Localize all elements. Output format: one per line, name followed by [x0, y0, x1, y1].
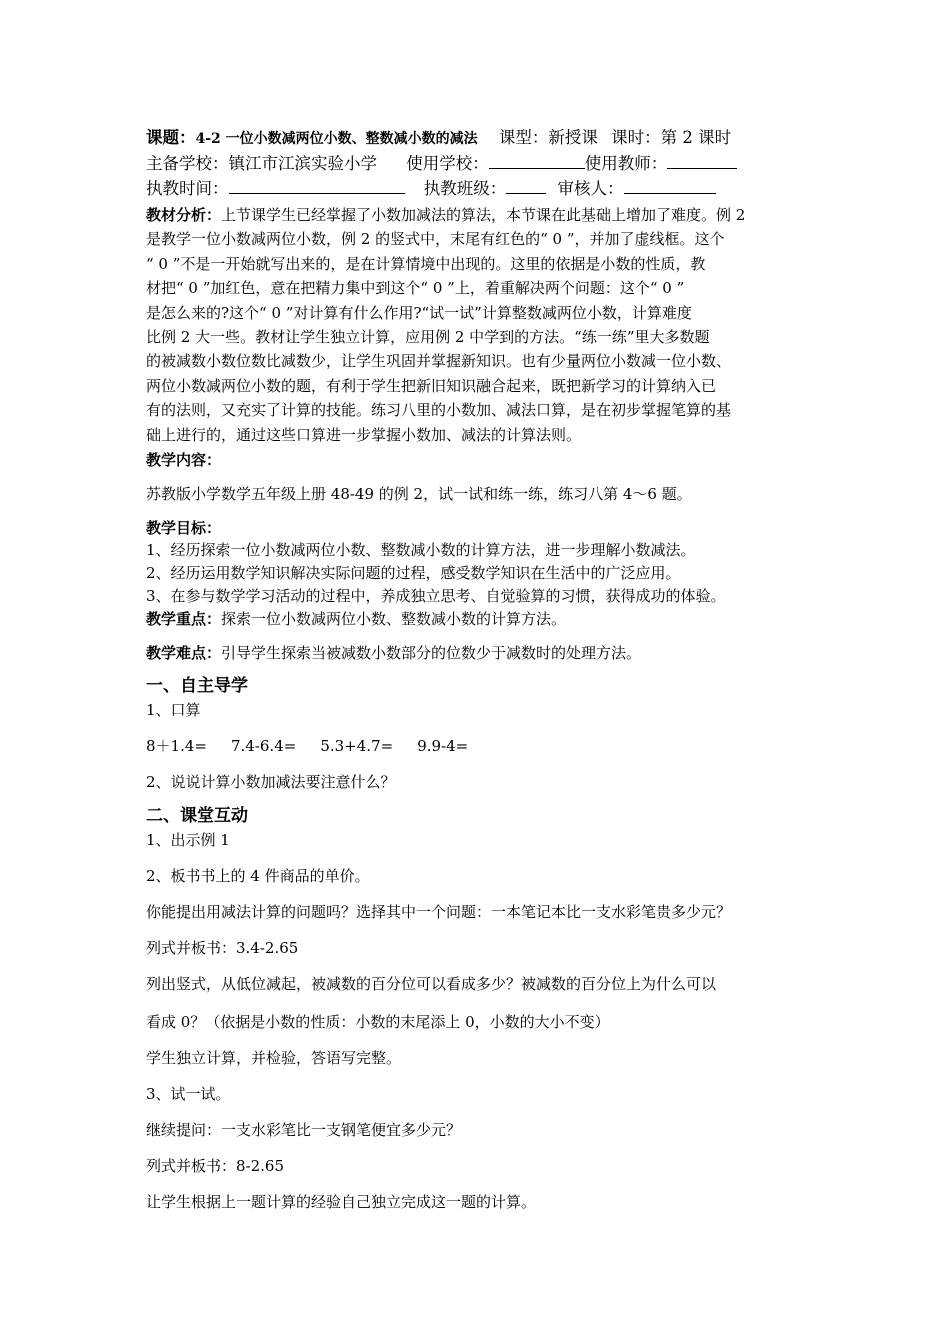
use-teacher-blank — [667, 151, 737, 169]
header-title-row — [146, 126, 810, 151]
section-title: 一、自主导学 — [146, 676, 248, 697]
section2-line: 2、板书书上的 4 件商品的单价。 — [146, 867, 370, 886]
analysis-line: 两位小数减两位小数的题，有利于学生把新旧知识融合起来，既把新学习的计算纳入已 — [146, 376, 717, 395]
content-text: 苏教版小学数学五年级上册 48-49 的例 2，试一试和练一练，练习八第 4～6 题。 — [146, 485, 692, 504]
use-teacher-label: 使用教师： — [584, 154, 668, 173]
key-point-text: 探索一位小数减两位小数、整数减小数的计算方法。 — [221, 610, 567, 629]
analysis-line: 础上进行的，通过这些口算进一步掌握小数加、减法的计算法则。 — [146, 425, 582, 444]
section2-line: 继续提问：一支水彩笔比一支钢笔便宜多少元？ — [146, 1121, 462, 1140]
exercise: 9.9-4= — [417, 737, 469, 756]
analysis-line: 有的法则，又充实了计算的技能。练习八里的小数加、减法口算，是在初步掌握笔算的基 — [146, 401, 732, 420]
section2-line: 1、出示例 1 — [146, 831, 230, 850]
header-time-row — [146, 176, 810, 201]
difficulty — [146, 642, 810, 664]
period-label: 课时： — [611, 128, 661, 147]
section2-line: 列出竖式，从低位减起，被减数的百分位可以看成多少？被减数的百分位上为什么可以 — [146, 975, 717, 994]
use-school-label: 使用学校： — [406, 154, 489, 173]
class-label: 执教班级： — [423, 179, 507, 198]
key-point — [146, 608, 810, 631]
analysis-label: 教材分析： — [146, 206, 222, 224]
analysis-line: 的被减数小数位数比减数少，让学生巩固并掌握新知识。也有少量两位小数减一位小数、 — [146, 352, 732, 371]
section-title: 二、课堂互动 — [146, 806, 248, 827]
time-label: 执教时间： — [146, 179, 229, 198]
type-label: 课型： — [498, 128, 549, 147]
section2-line: 学生独立计算，并检验，答语写完整。 — [146, 1049, 402, 1068]
title-label: 课题： — [146, 128, 196, 147]
exercise: 7.4-6.4= — [230, 737, 297, 756]
section1-item: 2、说说计算小数加减法要注意什么？ — [146, 773, 396, 792]
period-value: 第 2 课时 — [660, 128, 732, 147]
content-label: 教学内容： — [146, 451, 222, 470]
lesson-plan-document — [146, 126, 810, 1213]
class-blank — [506, 176, 546, 194]
analysis-line: “ 0 ”不是一开始就写出来的，是在计算情境中出现的。这里的依据是小数的性质，教 — [146, 254, 706, 273]
reviewer-label: 审核人： — [557, 179, 624, 198]
section2-line: 列式并板书：8-2.65 — [146, 1157, 285, 1176]
school-label: 主备学校： — [146, 154, 229, 173]
time-blank — [229, 176, 405, 194]
section2-line: 让学生根据上一题计算的经验自己独立完成这一题的计算。 — [146, 1193, 537, 1212]
goals-label: 教学目标： — [146, 519, 222, 538]
analysis-line: 材把“ 0 ”加红色，意在把精力集中到这个“ 0 ”上，着重解决两个问题：这个“ 0 ” — [146, 279, 685, 298]
mental-math-row — [146, 735, 810, 757]
analysis-line: 上节课学生已经掌握了小数加减法的算法，本节课在此基础上增加了难度。例 2 — [221, 206, 746, 224]
analysis-paragraph — [146, 203, 810, 447]
section1-item: 1、口算 — [146, 701, 201, 720]
section2-line: 看成 0？（依据是小数的性质：小数的末尾添上 0，小数的大小不变） — [146, 1013, 610, 1032]
goal-item: 3、在参与数学学习活动的过程中，养成独立思考、自觉验算的习惯，获得成功的体验。 — [146, 587, 726, 606]
section2-line: 列式并板书：3.4-2.65 — [146, 939, 299, 958]
section2-line: 你能提出用减法计算的问题吗？选择其中一个问题：一本笔记本比一支水彩笔贵多少元？ — [146, 903, 732, 922]
goal-item: 1、经历探索一位小数减两位小数、整数减小数的计算方法，进一步理解小数减法。 — [146, 541, 696, 560]
key-point-label: 教学重点： — [146, 610, 222, 629]
use-school-blank — [489, 151, 585, 169]
header-school-row — [146, 151, 810, 176]
school-value: 镇江市江滨实验小学 — [228, 154, 377, 173]
difficulty-label: 教学难点： — [146, 644, 222, 663]
analysis-line: 比例 2 大一些。教材让学生独立计算，应用例 2 中学到的方法。“练一练”里大多数题 — [146, 328, 710, 347]
exercise: 8＋1.4= — [146, 737, 207, 756]
goal-item: 2、经历运用数学知识解决实际问题的过程，感受数学知识在生活中的广泛应用。 — [146, 564, 681, 583]
difficulty-text: 引导学生探索当被减数小数部分的位数少于减数时的处理方法。 — [221, 644, 642, 663]
exercise: 5.3+4.7= — [320, 737, 394, 756]
title-value: 4-2 一位小数减两位小数、整数减小数的减法 — [195, 131, 478, 147]
analysis-line: 是怎么来的?这个“ 0 ”对计算有什么作用?“试一试”计算整数减两位小数，计算难度 — [146, 303, 692, 322]
analysis-line: 是教学一位小数减两位小数，例 2 的竖式中，末尾有红色的“ 0 ”，并加了虚线框。这个 — [146, 230, 725, 249]
section2-line: 3、试一试。 — [146, 1085, 231, 1104]
type-value: 新授课 — [548, 128, 598, 147]
reviewer-blank — [624, 176, 716, 194]
